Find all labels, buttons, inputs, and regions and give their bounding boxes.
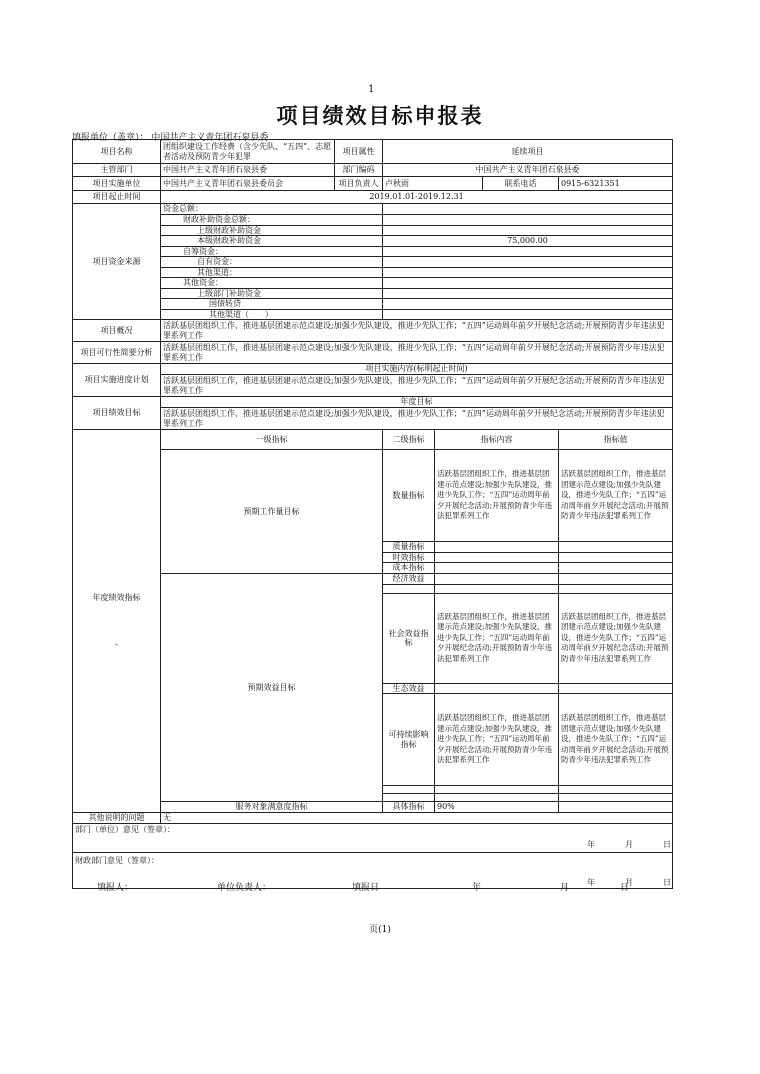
project-name-label: 项目名称 [73,140,161,164]
funding-item: 其他渠道： [161,267,383,278]
period-value: 2019.01.01-2019.12.31 [161,191,673,204]
funding-item: 本级财政补助资金 [161,236,383,247]
footer-month: 月 [560,883,570,893]
satisfaction-target: 服务对象满意度指标 [161,802,383,813]
feasibility-label: 项目可行性简要分析 [73,342,161,364]
lead-label: 项目负责人 [335,177,383,191]
funding-item: 上级部门补助资金 [161,288,383,299]
header-level2: 二级指标 [383,430,435,450]
perf-target-label: 项目绩效目标 [73,397,161,430]
document-title: 项目绩效目标申报表 [276,103,484,128]
benefit-target: 预期效益目标 [161,573,383,802]
specific-value: 90% [435,802,559,813]
tel-label: 联系电话 [483,177,559,191]
workload-target: 预期工作量目标 [161,450,383,574]
header-level1: 一级指标 [161,430,383,450]
other-label: 其他说明的问题 [73,813,161,824]
dept-value: 中国共产主义青年团石泉县委 [161,164,335,177]
footer-day: 日 [620,883,630,893]
quality-indicator: 质量指标 [383,542,435,553]
economic-indicator: 经济效益 [383,573,435,584]
funding-item: 资金总额： [161,204,383,215]
dept-opinion-label: 部门（单位）意见（签章）： [75,825,175,834]
sustain-content: 活跃基层团组织工作，推进基层团建示范点建设;加强少先队建设，推进少先队工作；“五四”运动周年前夕开展纪念活动;开展预防青少年违法犯罪系列工作 [435,694,559,786]
dept-opinion-cell [73,824,673,853]
social-content: 活跃基层团组织工作，推进基层团建示范点建设;加强少先队建设，推进少先队工作；“五四”运动周年前夕开展纪念活动;开展预防青少年违法犯罪系列工作 [435,593,559,683]
quantity-content: 活跃基层团组织工作，推进基层团建示范点建设;加强少先队建设，推进少先队工作；“五四”运动周年前夕开展纪念活动;开展预防青少年违法犯罪系列工作 [435,450,559,542]
footer-head: 单位负责人： [217,883,272,893]
schedule-header: 项目实施内容(标明起止时间) [161,364,673,375]
funding-item: 上级财政补助资金 [161,225,383,236]
impl-unit-value: 中国共产主义青年团石泉县委员会 [161,177,335,191]
funding-label: 项目资金来源 [73,204,161,320]
finance-opinion-day: 日 [663,877,671,887]
sustain-indicator: 可持续影响指标 [383,694,435,786]
funding-item: 其他资金： [161,278,383,289]
dept-opinion-day: 日 [663,839,671,849]
sustain-value: 活跃基层团组织工作，推进基层团建示范点建设;加强少先队建设，推进少先队工作；“五四”运动周年前夕开展纪念活动;开展预防青少年违法犯罪系列工作 [559,694,673,786]
cost-indicator: 成本指标 [383,563,435,574]
perf-target-text: 活跃基层团组织工作，推进基层团建示范点建设;加强少先队建设，推进少先队工作；“五四”运动周年前夕开展纪念活动;开展预防青少年违法犯罪系列工作 [163,409,665,428]
annual-indicators-label-text: 年度绩效指标 [92,592,141,602]
quantity-indicator: 数量指标 [383,450,435,542]
benji-amount: 75,000.00 [383,236,673,247]
funding-item: 国债转贷 [161,299,383,310]
dept-code-value: 中国共产主义青年团石泉县委 [383,164,673,177]
impl-unit-label: 项目实施单位 [73,177,161,191]
annual-indicators-label [73,430,161,813]
period-label: 项目起止时间 [73,191,161,204]
perf-target-header: 年度目标 [161,397,673,408]
footer-filler: 填报人： [97,883,134,893]
funding-item: 自筹资金： [161,246,383,257]
stray-mark: - [115,640,118,649]
dept-code-label: 部门编码 [335,164,383,177]
social-value: 活跃基层团组织工作，推进基层团建示范点建设;加强少先队建设，推进少先队工作；“五四”运动周年前夕开展纪念活动;开展预防青少年违法犯罪系列工作 [559,593,673,683]
project-attr-label: 项目属性 [335,140,383,164]
footer-date: 填报日 [352,883,380,893]
funding-item: 自有资金： [161,257,383,268]
feasibility-text: 活跃基层团组织工作，推进基层团建示范点建设;加强少先队建设，推进少先队工作；“五四”运动周年前夕开展纪念活动;开展预防青少年违法犯罪系列工作 [163,343,665,362]
dept-label: 主管部门 [73,164,161,177]
header-value: 指标值 [559,430,673,450]
other-value: 无 [161,813,673,824]
project-name-value: 团组织建设工作经费（含少先队、“五四”、志愿者活动及预防青少年犯罪 [163,142,332,161]
funding-item: 其他渠道（ ） [161,309,383,320]
ecological-indicator: 生态效益 [383,683,435,694]
timeliness-indicator: 时效指标 [383,552,435,563]
schedule-label: 项目实施进度计划 [73,364,161,397]
overview-text: 活跃基层团组织工作，推进基层团建示范点建设;加强少先队建设，推进少先队工作；“五四”运动周年前夕开展纪念活动;开展预防青少年违法犯罪系列工作 [163,321,665,340]
social-indicator: 社会效益指标 [383,593,435,683]
dept-opinion-year: 年 [587,839,595,849]
finance-opinion-month: 月 [625,877,633,887]
filler-unit-value: 中国共产主义青年团石泉县委 [151,133,269,143]
tel-value: 0915-6321351 [559,177,673,191]
funding-item: 财政补助资金总额： [161,215,383,226]
header-content: 指标内容 [435,430,559,450]
project-attr-value: 延续项目 [383,140,673,164]
footer-year: 年 [472,883,482,893]
finance-opinion-year: 年 [587,877,595,887]
performance-form-table [72,139,673,889]
specific-indicator: 具体指标 [383,802,435,813]
page-footer: 页(1) [369,925,391,935]
overview-label: 项目概况 [73,320,161,342]
dept-opinion-month: 月 [625,839,633,849]
page-number: 1 [368,84,375,95]
schedule-text: 活跃基层团组织工作，推进基层团建示范点建设;加强少先队建设，推进少先队工作；“五四”运动周年前夕开展纪念活动;开展预防青少年违法犯罪系列工作 [163,376,665,395]
lead-value: 卢秋雨 [383,177,483,191]
filler-unit-label: 填报单位（盖章）： [72,133,149,143]
quantity-value: 活跃基层团组织工作，推进基层团建示范点建设;加强少先队建设，推进少先队工作；“五四”运动周年前夕开展纪念活动;开展预防青少年违法犯罪系列工作 [559,450,673,542]
finance-opinion-label: 财政部门意见（签章）： [75,856,159,865]
